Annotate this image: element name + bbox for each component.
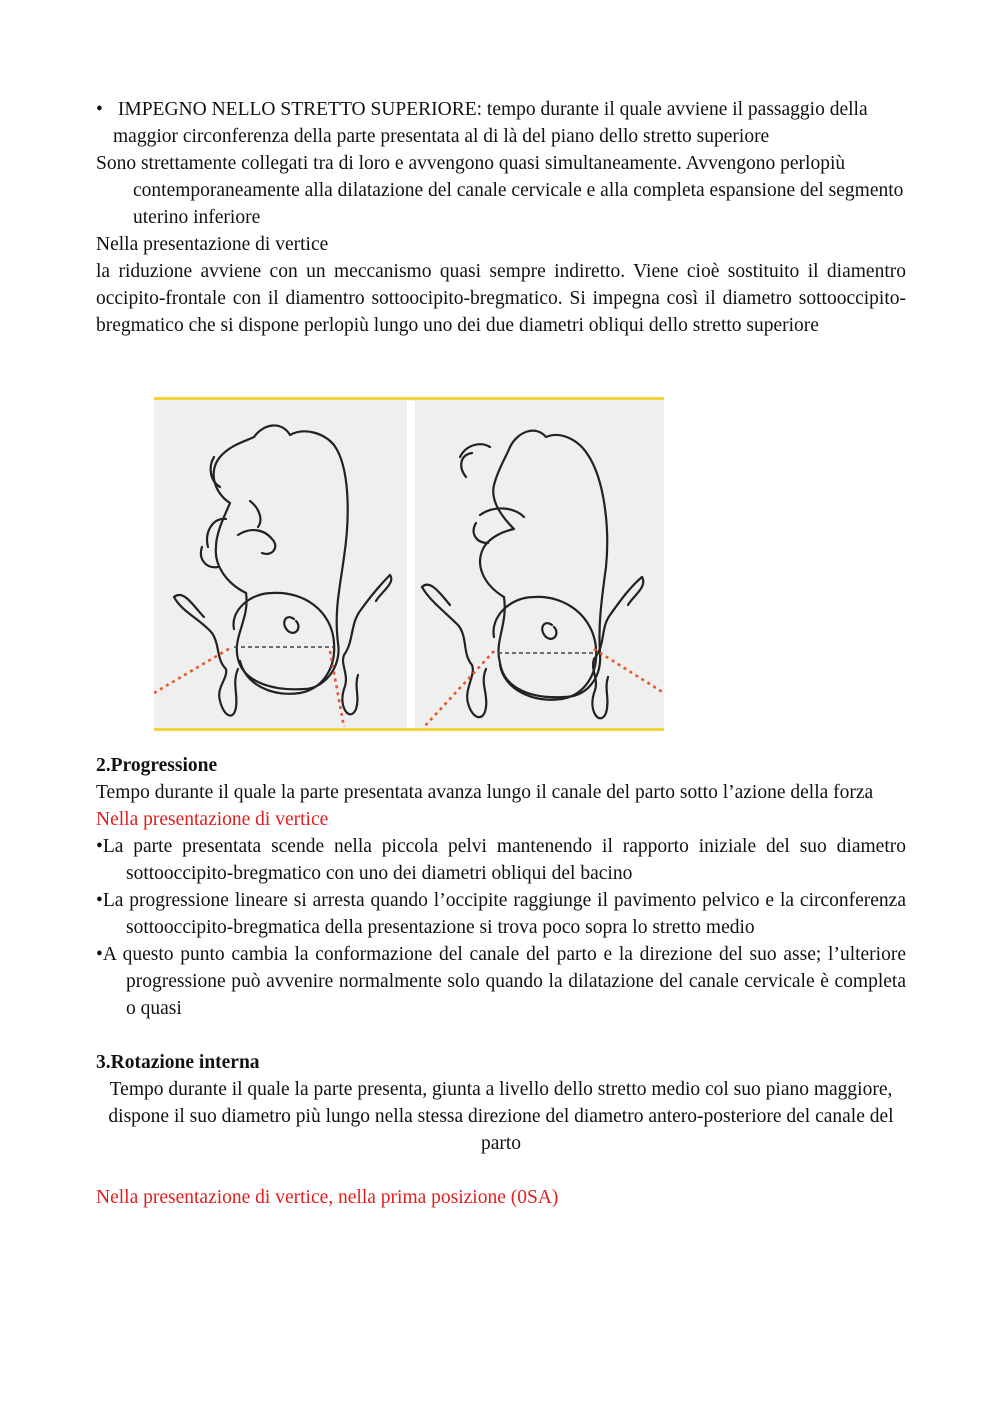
illustration-svg: [154, 397, 664, 731]
paragraph-simultaneous: Sono strettamente collegati tra di loro e avvengono quasi simultaneamente. Avvengono perlopiù contemporaneamente alla dilatazione del canale cervicale e alla completa espansione del segmento uterino inferiore: [96, 153, 904, 228]
section2-item-3: •A questo punto cambia la conformazione del canale del parto e la direzione del suo asse; l’ulteriore progressione può avvenire normalmente solo quando la dilatazione del canale cervicale è completa o quasi: [96, 944, 906, 1019]
paragraph-reduction: la riduzione avviene con un meccanismo quasi sempre indiretto. Viene cioè sostituito il diamentro occipito-frontale con il diamentro sottoocipito-bregmatico. Si impegna così il diametro sottooccipito-bregmatico che si dispone perlopiù lungo uno dei due diametri obliqui dello stretto superiore: [96, 261, 906, 336]
section2-item-2: •La progressione lineare si arresta quando l’occipite raggiunge il pavimento pelvico e la circonferenza sottooccipito-bregmatica della presentazione si trova poco sopra lo stretto medio: [96, 890, 906, 938]
document-page: [96, 96, 906, 1211]
section3-body: Tempo durante il quale la parte presenta, giunta a livello dello stretto medio col suo piano maggiore, dispone il suo diametro più lungo nella stessa direzione del diametro antero-posteriore del canale del parto: [108, 1079, 894, 1154]
section2-title: 2.Progressione: [96, 755, 218, 776]
section2-item-1: •La parte presentata scende nella piccola pelvi mantenendo il rapporto iniziale del suo diametro sottooccipito-bregmatico con uno dei diametri obliqui del bacino: [96, 836, 906, 884]
bullet-impegno: [96, 96, 906, 150]
heading-vertex-1: Nella presentazione di vertice: [96, 234, 329, 255]
section2-intro: Tempo durante il quale la parte presentata avanza lungo il canale del parto sotto l’azione della forza: [96, 782, 874, 803]
bullet-impegno-text: IMPEGNO NELLO STRETTO SUPERIORE: tempo durante il quale avviene il passaggio della maggior circonferenza della parte presentata al di là del piano dello stretto superiore: [113, 99, 868, 147]
section3-title: 3.Rotazione interna: [96, 1052, 260, 1073]
bullet-symbol: •: [96, 99, 103, 120]
section3-red-heading: Nella presentazione di vertice, nella prima posizione (0SA): [96, 1187, 559, 1208]
section2-red-heading: Nella presentazione di vertice: [96, 809, 329, 830]
fetal-engagement-illustration: [154, 397, 664, 731]
